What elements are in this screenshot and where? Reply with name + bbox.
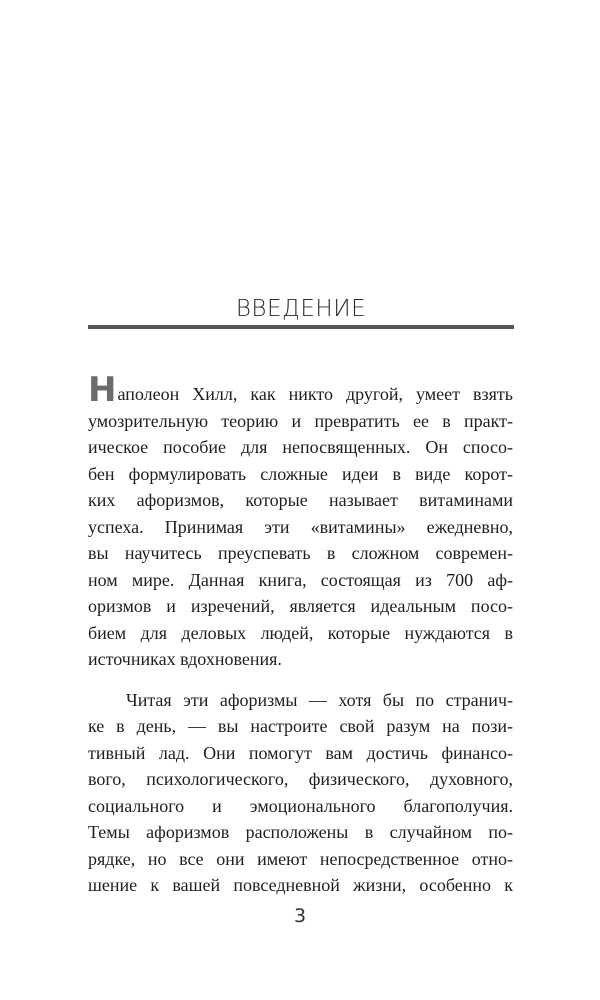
text-line: ном мире. Данная книга, состоящая из 700 аф- [88,569,513,590]
text-line: тивный лад. Они помогут вам достичь финансо- [88,742,513,763]
text-line: умозрительную теорию и превратить ее в практ- [88,410,513,431]
drop-cap: Н [88,370,117,410]
body-text [88,370,513,899]
text-line: шение к вашей повседневной жизни, особенно к [88,875,513,895]
text-line: бен формулировать сложные идеи в виде корот- [88,463,513,484]
text-line: ких афоризмов, которые называет витаминами [88,490,513,510]
text-line: оризмов и изречений, является идеальным посо- [88,596,513,616]
text-line: Наполеон Хилл, как никто другой, умеет взять [88,370,513,410]
paragraph-1 [88,370,513,673]
text-line: ическое пособие для непосвященных. Он спосо- [88,437,513,457]
page-number: 3 [293,905,307,927]
paragraph-2 [88,687,513,899]
text-line: рядке, но все они имеют непосредственное отно- [88,848,513,869]
chapter-title: ВВЕДЕНИЕ [235,296,367,322]
text-line: Читая эти афоризмы — хотя бы по странич- [126,689,513,710]
text-line: источниках вдохновения. [88,649,282,669]
text-line: успеха. Принимая эти «витамины» ежедневно, [88,516,513,537]
text-line: вы научитесь преуспевать в сложном современ- [88,543,513,563]
title-underline [88,325,514,329]
text-line: вого, психологического, физического, духовного, [88,769,513,789]
text-line: социального и эмоционального благополучия. [88,795,513,816]
text-line: ке в день, — вы настроите свой разум на пози- [88,716,513,736]
text-line: бием для деловых людей, которые нуждаются в [88,622,513,643]
text-line: Темы афоризмов расположены в случайном по- [88,822,513,842]
